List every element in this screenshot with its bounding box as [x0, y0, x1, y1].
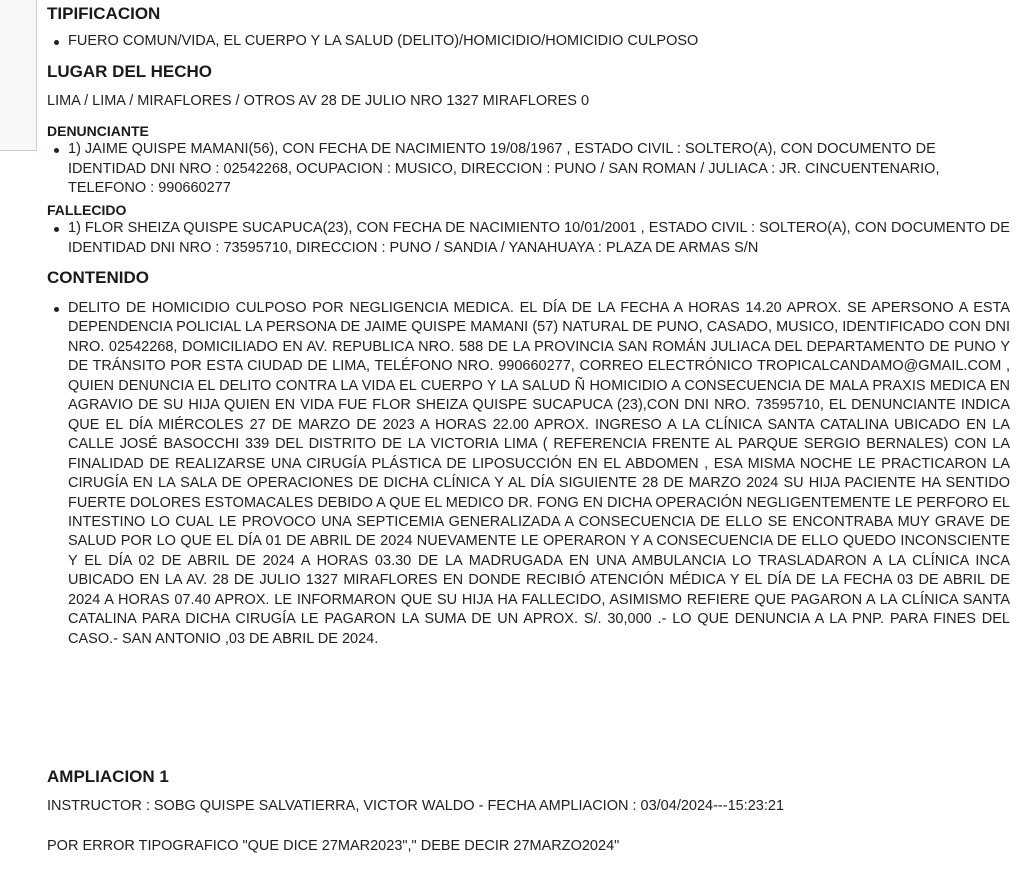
fallecido-list — [47, 219, 1010, 258]
denunciante-item: 1) JAIME QUISPE MAMANI(56), CON FECHA DE NACIMIENTO 19/08/1967 , ESTADO CIVIL : SOLTERO(A), CON DOCUMENTO DE IDENTIDAD DNI NRO : 02542268, OCUPACION : MUSICO, DIRECCION : PUNO / SAN ROMAN / JULIACA : JR. CINCUENTENARIO, TELEFONO : 990660277 — [68, 140, 1010, 199]
tipificacion-list — [47, 32, 1010, 52]
tipificacion-item: FUERO COMUN/VIDA, EL CUERPO Y LA SALUD (DELITO)/HOMICIDIO/HOMICIDIO CULPOSO — [68, 32, 1010, 52]
contenido-text: DELITO DE HOMICIDIO CULPOSO POR NEGLIGENCIA MEDICA. EL DÍA DE LA FECHA A HORAS 14.20 APROX. SE APERSONO A ESTA DEPENDENCIA POLICIAL LA PERSONA DE JAIME QUISPE MAMANI (57) NATURAL DE PUNO, CASADO, MUSICO, IDENTIFICADO CON DNI NRO. 02542268, DOMICILIADO EN AV. REPUBLICA NRO. 588 DE LA PROVINCIA SAN ROMÁN JULIACA DEL DEPARTAMENTO DE PUNO Y DE TRÁNSITO POR ESTA CIUDAD DE LIMA, TELÉFONO NRO. 990660277, CORREO ELECTRÓNICO TROPICALCANDAMO@GMAIL.COM , QUIEN DENUNCIA EL DELITO CONTRA LA VIDA EL CUERPO Y LA SALUD Ñ HOMICIDIO A CONSECUENCIA DE MALA PRAXIS MEDICA EN AGRAVIO DE SU HIJA QUIEN EN VIDA FUE FLOR SHEIZA QUISPE SUCAPUCA (23),CON DNI NRO. 73595710, EL DENUNCIANTE INDICA QUE EL DÍA MIÉRCOLES 27 DE MARZO DE 2023 A HORAS 22.00 APROX. INGRESO A LA CLÍNICA SANTA CATALINA UBICADO EN LA CALLE JOSÉ BASOCCHI 339 DEL DISTRITO DE LA VICTORIA LIMA ( REFERENCIA FRENTE AL PARQUE SERGIO BERNALES) CON LA FINALIDAD DE REALIZARSE UNA CIRUGÍA PLÁSTICA DE LIPOSUCCIÓN EN EL ABDOMEN , ESA MISMA NOCHE LE PRACTICARON LA CIRUGÍA EN LA SALA DE OPERACIONES DE DICHA CLÍNICA Y AL DÍA SIGUIENTE 28 DE MARZO 2024 SU HIJA PACIENTE HA SENTIDO FUERTE DOLORES ESTOMACALES DEBIDO A QUE EL MEDICO DR. FONG EN DICHA OPERACIÓN NEGLIGENTEMENTE LE PERFORO EL INTESTINO LO CUAL LE PROVOCO UNA SEPTICEMIA GENERALIZADA A CONSECUENCIA DE ELLO SE ENCONTRABA MUY GRAVE DE SALUD POR LO QUE EL DÍA 01 DE ABRIL DE 2024 NUEVAMENTE LE OPERARON Y A CONSECUENCIA DE ELLO QUEDO INCONSCIENTE Y EL DÍA 02 DE ABRIL DE 2024 A HORAS 03.30 DE LA MADRUGADA EN UNA AMBULANCIA LO TRASLADARON A LA CLÍNICA INCA UBICADO EN LA AV. 28 DE JULIO 1327 MIRAFLORES EN DONDE RECIBIÓ ATENCIÓN MÉDICA Y EL DÍA DE LA FECHA 03 DE ABRIL DE 2024 A HORAS 07.40 APROX. LE INFORMARON QUE SU HIJA HA FALLECIDO, ASIMISMO REFIERE QUE PAGARON A LA CLÍNICA SANTA CATALINA PARA DICHA CIRUGÍA LE PAGARON LA SUMA DE UN APROX. S/. 30,000 .- LO QUE DENUNCIA A LA PNP. PARA FINES DEL CASO.- SAN ANTONIO ,03 DE ABRIL DE 2024. — [68, 299, 1010, 649]
tipificacion-heading: TIPIFICACION — [47, 4, 161, 23]
denunciante-list — [47, 140, 1010, 199]
fallecido-item: 1) FLOR SHEIZA QUISPE SUCAPUCA(23), CON FECHA DE NACIMIENTO 10/01/2001 , ESTADO CIVIL : SOLTERO(A), CON DOCUMENTO DE IDENTIDAD DNI NRO : 73595710, DIRECCION : PUNO / SANDIA / YANAHUAYA : PLAZA DE ARMAS S/N — [68, 219, 1010, 258]
denunciante-heading: DENUNCIANTE — [47, 123, 149, 139]
contenido-list — [47, 299, 1010, 649]
contenido-heading: CONTENIDO — [47, 268, 149, 287]
fallecido-heading: FALLECIDO — [47, 202, 127, 218]
side-panel-edge — [0, 0, 37, 151]
lugar-text: LIMA / LIMA / MIRAFLORES / OTROS AV 28 DE JULIO NRO 1327 MIRAFLORES 0 — [47, 93, 590, 109]
ampliacion-nota: POR ERROR TIPOGRAFICO "QUE DICE 27MAR2023"," DEBE DECIR 27MARZO2024" — [47, 838, 620, 854]
ampliacion-instructor: INSTRUCTOR : SOBG QUISPE SALVATIERRA, VICTOR WALDO - FECHA AMPLIACION : 03/04/2024---15:23:21 — [47, 798, 785, 814]
ampliacion-heading: AMPLIACION 1 — [47, 767, 169, 786]
lugar-heading: LUGAR DEL HECHO — [47, 62, 212, 81]
